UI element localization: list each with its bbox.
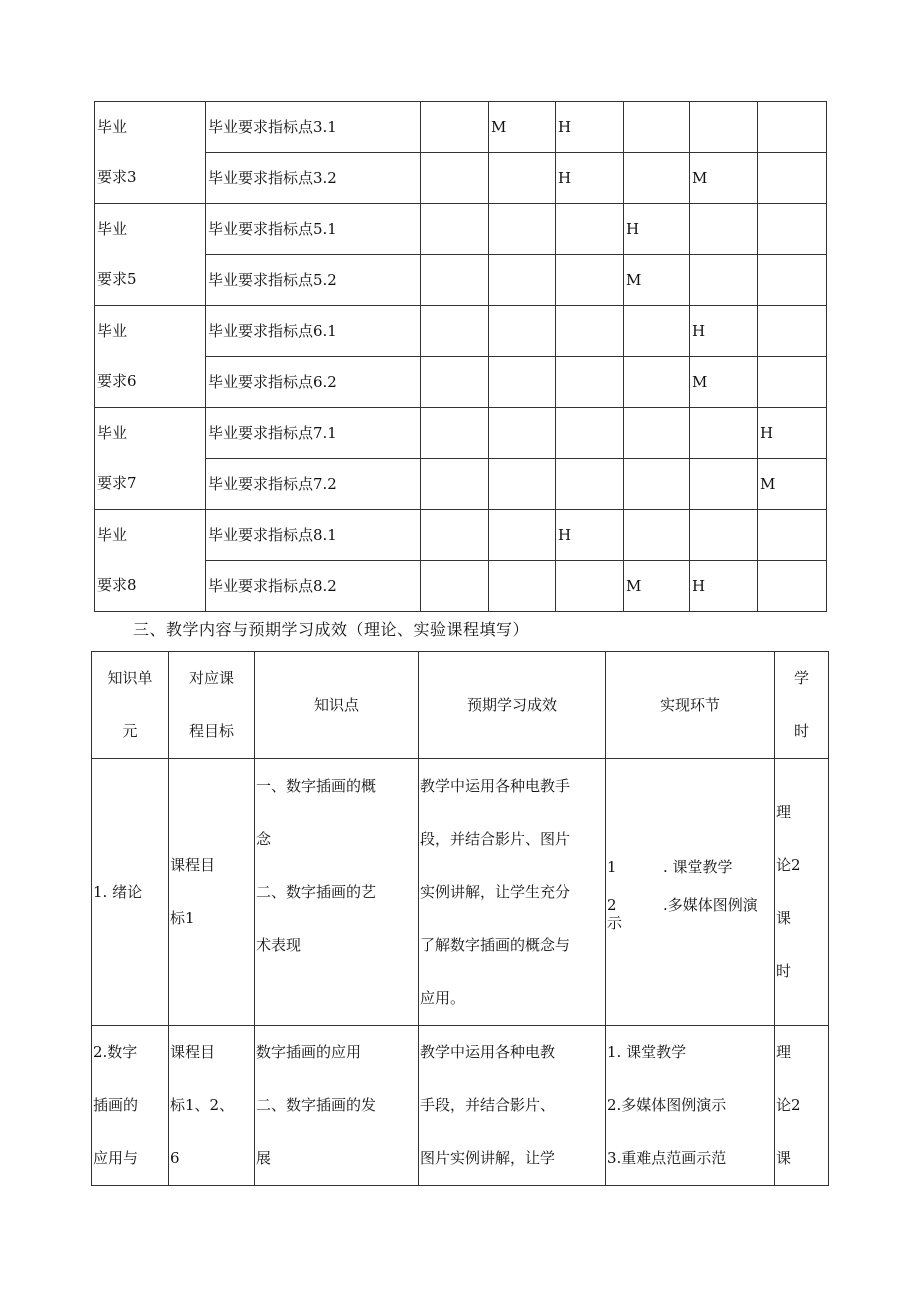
support-level-cell [421, 459, 489, 510]
requirement-number: 要求5 [97, 270, 137, 288]
support-level-cell [489, 204, 556, 255]
indicator-cell: 毕业要求指标点8.1 [206, 510, 421, 561]
table-row [95, 408, 827, 459]
requirement-number: 要求7 [97, 474, 137, 492]
mapping-table-body [95, 102, 827, 612]
support-level-cell: H [758, 408, 827, 459]
cell-expected-outcome: 教学中运用各种电教手 段，并结合影片、图片 实例讲解，让学生充分 了解数字插画的概念与 应用。 [419, 759, 606, 1026]
support-level-cell: M [690, 153, 758, 204]
table-header-row [92, 652, 829, 759]
support-level-cell [489, 510, 556, 561]
cell-expected-outcome: 教学中运用各种电教 手段，并结合影片、 图片实例讲解，让学 [419, 1026, 606, 1186]
support-level-cell: M [690, 357, 758, 408]
cell-hours: 理 论2 课 [775, 1026, 829, 1186]
support-level-cell [421, 561, 489, 612]
support-level-cell [624, 459, 690, 510]
support-level-cell [421, 357, 489, 408]
support-level-cell [421, 408, 489, 459]
header-implementation: 实现环节 [606, 652, 775, 759]
header-knowledge-unit: 知识单 元 [92, 652, 169, 759]
support-level-cell [556, 561, 624, 612]
support-level-cell: H [690, 306, 758, 357]
support-level-cell [624, 306, 690, 357]
support-level-cell [624, 153, 690, 204]
requirement-number: 要求3 [97, 168, 137, 186]
graduation-requirement-cell [95, 102, 206, 204]
support-level-cell [421, 306, 489, 357]
implementation-number: 1 [607, 858, 617, 876]
cell-unit: 2.数字 插画的 应用与 [92, 1026, 169, 1186]
implementation-text: . 课堂教学 [663, 858, 733, 876]
support-level-cell [421, 153, 489, 204]
support-level-cell: M [489, 102, 556, 153]
cell-unit: 1. 绪论 [92, 759, 169, 1026]
support-level-cell [624, 357, 690, 408]
support-level-cell [758, 357, 827, 408]
header-knowledge-points: 知识点 [255, 652, 419, 759]
table-row [95, 102, 827, 153]
support-level-cell [489, 357, 556, 408]
support-level-cell [624, 102, 690, 153]
support-level-cell [556, 459, 624, 510]
support-level-cell: H [690, 561, 758, 612]
support-level-cell [489, 561, 556, 612]
support-level-cell [421, 102, 489, 153]
support-level-cell [421, 255, 489, 306]
requirement-label: 毕业 [97, 118, 128, 136]
teaching-content-table [91, 651, 829, 1186]
support-level-cell [489, 255, 556, 306]
support-level-cell [758, 306, 827, 357]
support-level-cell [690, 510, 758, 561]
support-level-cell [556, 357, 624, 408]
cell-knowledge-points: 数字插画的应用 二、数字插画的发 展 [255, 1026, 419, 1186]
support-level-cell: M [758, 459, 827, 510]
table-row [92, 759, 829, 1026]
support-level-cell [624, 408, 690, 459]
support-level-cell [421, 204, 489, 255]
graduation-requirement-mapping-table [94, 101, 827, 612]
support-level-cell [489, 153, 556, 204]
support-level-cell [690, 204, 758, 255]
support-level-cell [556, 204, 624, 255]
header-expected-outcome: 预期学习成效 [419, 652, 606, 759]
cell-implementation [606, 759, 775, 1026]
support-level-cell [489, 408, 556, 459]
support-level-cell [421, 510, 489, 561]
implementation-line [607, 896, 773, 914]
table-row [92, 1026, 829, 1186]
cell-hours: 理 论2 课 时 [775, 759, 829, 1026]
requirement-label: 毕业 [97, 424, 128, 442]
requirement-number: 要求8 [97, 576, 137, 594]
implementation-text: .多媒体图例演 [663, 896, 758, 914]
support-level-cell [690, 459, 758, 510]
support-level-cell: M [624, 561, 690, 612]
support-level-cell [690, 102, 758, 153]
support-level-cell: H [556, 102, 624, 153]
indicator-cell: 毕业要求指标点5.2 [206, 255, 421, 306]
indicator-cell: 毕业要求指标点7.1 [206, 408, 421, 459]
implementation-wrap: 示 [607, 914, 623, 932]
cell-target: 课程目 标1 [169, 759, 255, 1026]
support-level-cell [758, 102, 827, 153]
graduation-requirement-cell [95, 510, 206, 612]
support-level-cell [690, 408, 758, 459]
support-level-cell [556, 306, 624, 357]
indicator-cell: 毕业要求指标点7.2 [206, 459, 421, 510]
support-level-cell [758, 561, 827, 612]
indicator-cell: 毕业要求指标点3.1 [206, 102, 421, 153]
support-level-cell [556, 408, 624, 459]
table-row [95, 306, 827, 357]
support-level-cell [489, 459, 556, 510]
indicator-cell: 毕业要求指标点3.2 [206, 153, 421, 204]
implementation-number: 2 [607, 896, 617, 914]
support-level-cell [690, 255, 758, 306]
section-title: 三、教学内容与预期学习成效（理论、实验课程填写） [133, 620, 530, 639]
cell-target: 课程目 标1、2、 6 [169, 1026, 255, 1186]
implementation-line [607, 858, 773, 876]
header-course-target: 对应课 程目标 [169, 652, 255, 759]
indicator-cell: 毕业要求指标点6.1 [206, 306, 421, 357]
support-level-cell: M [624, 255, 690, 306]
support-level-cell [624, 510, 690, 561]
support-level-cell [758, 510, 827, 561]
requirement-number: 要求6 [97, 372, 137, 390]
table-row [95, 510, 827, 561]
support-level-cell [556, 255, 624, 306]
support-level-cell [489, 306, 556, 357]
support-level-cell [758, 204, 827, 255]
support-level-cell: H [624, 204, 690, 255]
support-level-cell [758, 153, 827, 204]
requirement-label: 毕业 [97, 322, 128, 340]
cell-knowledge-points: 一、数字插画的概 念 二、数字插画的艺 术表现 [255, 759, 419, 1026]
indicator-cell: 毕业要求指标点5.1 [206, 204, 421, 255]
graduation-requirement-cell [95, 204, 206, 306]
header-hours: 学 时 [775, 652, 829, 759]
graduation-requirement-cell [95, 408, 206, 510]
cell-implementation: 1. 课堂教学 2.多媒体图例演示 3.重难点范画示范 [606, 1026, 775, 1186]
table-row [95, 204, 827, 255]
support-level-cell [758, 255, 827, 306]
support-level-cell: H [556, 510, 624, 561]
indicator-cell: 毕业要求指标点8.2 [206, 561, 421, 612]
requirement-label: 毕业 [97, 526, 128, 544]
indicator-cell: 毕业要求指标点6.2 [206, 357, 421, 408]
graduation-requirement-cell [95, 306, 206, 408]
requirement-label: 毕业 [97, 220, 128, 238]
support-level-cell: H [556, 153, 624, 204]
